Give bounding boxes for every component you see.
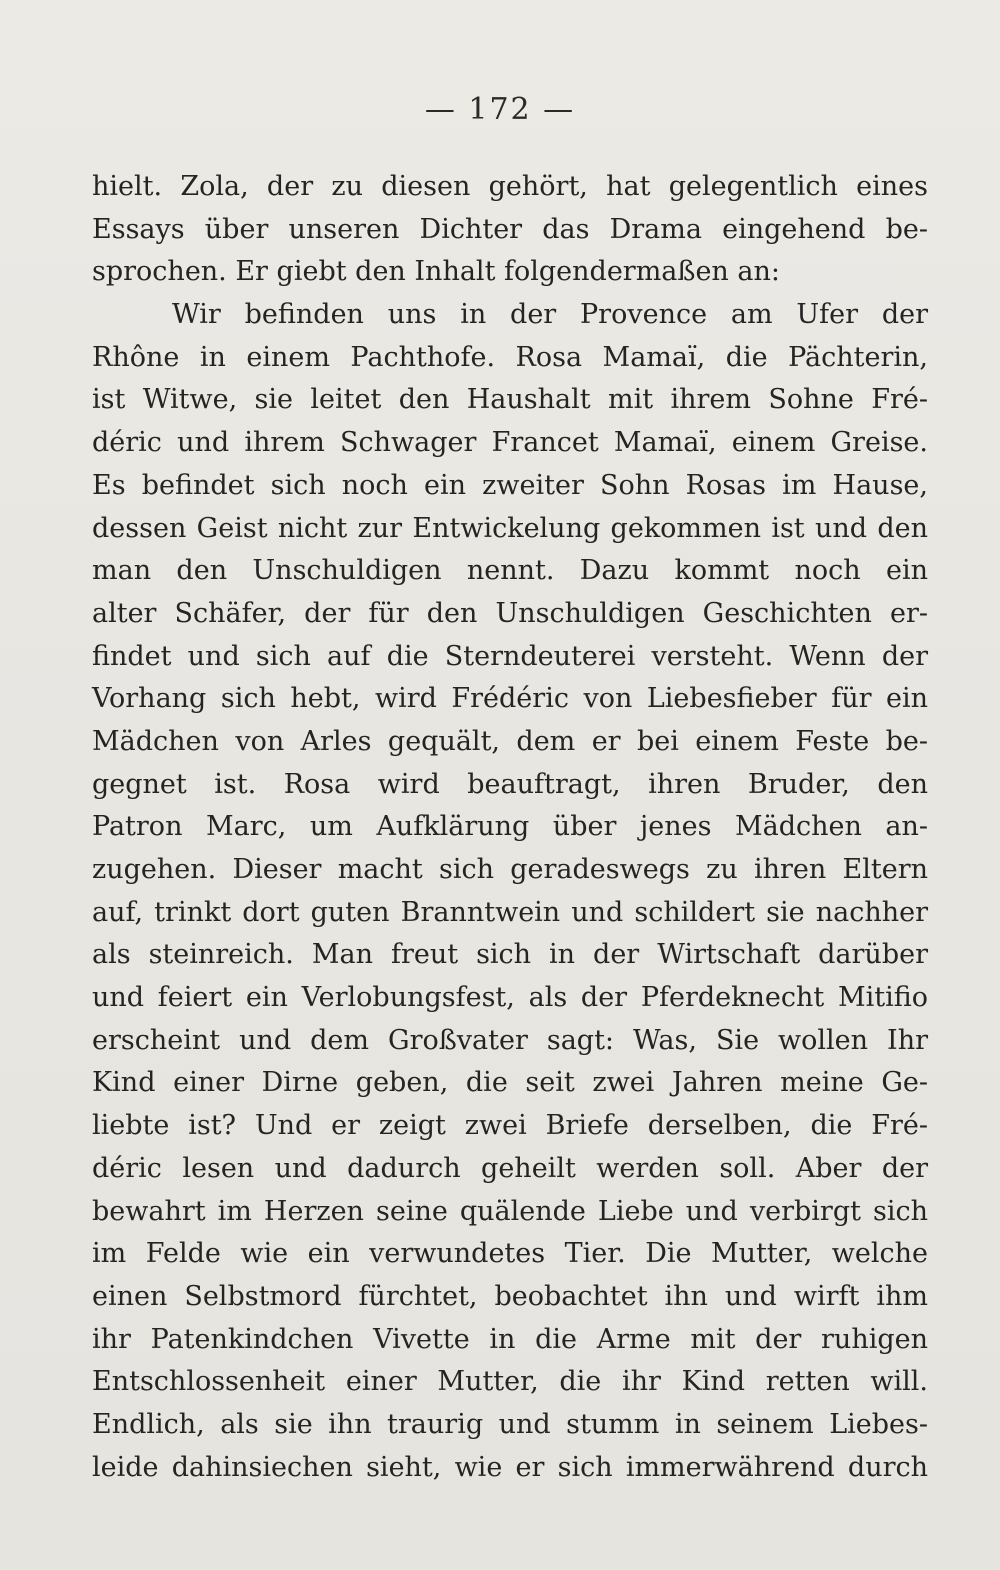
text-line: déric lesen und dadurch geheilt werden soll. Aber der: [92, 1152, 928, 1184]
text-line: Mädchen von Arles gequält, dem er bei einem Feste be-: [92, 725, 928, 757]
text-line: déric und ihrem Schwager Francet Mamaï, einem Greise.: [92, 427, 928, 459]
text-line: gegnet ist. Rosa wird beauftragt, ihren Bruder, den: [92, 768, 928, 800]
text-line: ihr Patenkindchen Vivette in die Arme mit der ruhigen: [92, 1323, 928, 1355]
text-line: Endlich, als sie ihn traurig und stumm in seinem Liebes-: [92, 1408, 928, 1440]
text-line: einen Selbstmord fürchtet, beobachtet ihn und wirft ihm: [92, 1280, 928, 1312]
text-line: hielt. Zola, der zu diesen gehört, hat gelegentlich eines: [92, 171, 928, 202]
text-line: alter Schäfer, der für den Unschuldigen Geschichten er-: [92, 597, 928, 629]
page-number: — 172 —: [424, 92, 576, 127]
text-line: Kind einer Dirne geben, die seit zwei Jahren meine Ge-: [92, 1067, 928, 1099]
text-line: als steinreich. Man freut sich in der Wirtschaft darüber: [92, 939, 928, 971]
text-line: Patron Marc, um Aufklärung über jenes Mädchen an-: [92, 811, 928, 843]
text-line: auf, trinkt dort guten Branntwein und schildert sie nachher: [92, 896, 928, 928]
text-line: dessen Geist nicht zur Entwickelung gekommen ist und den: [92, 512, 928, 544]
text-line: im Felde wie ein verwundetes Tier. Die Mutter, welche: [92, 1238, 928, 1270]
text-line: Entschlossenheit einer Mutter, die ihr Kind retten will.: [92, 1366, 928, 1398]
body-text: [92, 166, 928, 1489]
text-line: Vorhang sich hebt, wird Frédéric von Liebesfieber für ein: [92, 683, 928, 715]
text-line: findet und sich auf die Sterndeuterei versteht. Wenn der: [92, 640, 928, 672]
text-line: sprochen. Er giebt den Inhalt folgendermaßen an:: [92, 256, 780, 288]
text-line: ist Witwe, sie leitet den Haushalt mit ihrem Sohne Fré-: [92, 384, 928, 416]
text-line: leide dahinsiechen sieht, wie er sich immerwährend durch: [92, 1451, 928, 1483]
text-line: zugehen. Dieser macht sich geradeswegs zu ihren Eltern: [92, 854, 928, 885]
text-line: erscheint und dem Großvater sagt: Was, Sie wollen Ihr: [92, 1024, 928, 1056]
text-line: und feiert ein Verlobungsfest, als der Pferdeknecht Mitifio: [92, 982, 928, 1014]
text-line: man den Unschuldigen nennt. Dazu kommt noch ein: [92, 555, 928, 587]
text-line: Es befindet sich noch ein zweiter Sohn Rosas im Hause,: [92, 469, 928, 501]
text-line: bewahrt im Herzen seine quälende Liebe und verbirgt sich: [92, 1195, 928, 1227]
paragraph-start-line: Wir befinden uns in der Provence am Ufer der: [172, 299, 928, 331]
text-line: Rhône in einem Pachthofe. Rosa Mamaï, die Pächterin,: [92, 341, 928, 373]
text-line: liebte ist? Und er zeigt zwei Briefe derselben, die Fré-: [92, 1110, 928, 1142]
text-line: Essays über unseren Dichter das Drama eingehend be-: [92, 213, 928, 245]
